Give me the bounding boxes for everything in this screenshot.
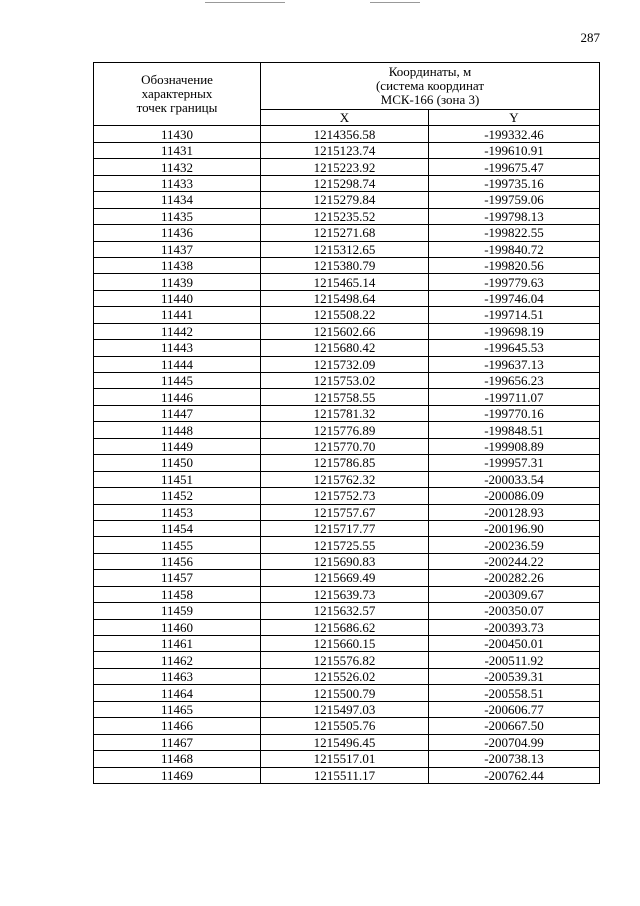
- point-id-cell: 11431: [94, 142, 261, 158]
- y-coordinate-cell: -200196.90: [429, 520, 600, 536]
- point-id-cell: 11439: [94, 274, 261, 290]
- table-row: [94, 636, 600, 652]
- table-row: [94, 142, 600, 158]
- scan-artifact-marks: [205, 2, 425, 4]
- point-id-cell: 11440: [94, 290, 261, 306]
- x-coordinate-cell: 1215758.55: [261, 389, 429, 405]
- table-row: [94, 389, 600, 405]
- point-id-cell: 11453: [94, 504, 261, 520]
- point-label-line: Обозначение: [141, 72, 213, 88]
- y-coordinate-cell: -199637.13: [429, 356, 600, 372]
- x-coordinate-cell: 1215752.73: [261, 488, 429, 504]
- point-id-cell: 11448: [94, 422, 261, 438]
- point-id-cell: 11450: [94, 455, 261, 471]
- y-coordinate-cell: -199820.56: [429, 257, 600, 273]
- x-coordinate-cell: 1215526.02: [261, 668, 429, 684]
- point-id-cell: 11457: [94, 570, 261, 586]
- table-row: [94, 603, 600, 619]
- point-id-cell: 11437: [94, 241, 261, 257]
- point-id-cell: 11468: [94, 751, 261, 767]
- point-id-cell: 11456: [94, 553, 261, 569]
- table-row: [94, 471, 600, 487]
- point-id-cell: 11465: [94, 701, 261, 717]
- table-body: [94, 126, 600, 784]
- x-coordinate-cell: 1215732.09: [261, 356, 429, 372]
- table-row: [94, 208, 600, 224]
- table-row: [94, 455, 600, 471]
- point-id-cell: 11461: [94, 636, 261, 652]
- x-coordinate-cell: 1215725.55: [261, 537, 429, 553]
- table-row: [94, 192, 600, 208]
- y-coordinate-cell: -199957.31: [429, 455, 600, 471]
- table-row: [94, 553, 600, 569]
- table-row: [94, 438, 600, 454]
- x-coordinate-cell: 1215786.85: [261, 455, 429, 471]
- point-id-cell: 11435: [94, 208, 261, 224]
- point-id-cell: 11445: [94, 373, 261, 389]
- table-row: [94, 520, 600, 536]
- point-id-cell: 11452: [94, 488, 261, 504]
- y-coordinate-cell: -199610.91: [429, 142, 600, 158]
- point-id-cell: 11469: [94, 767, 261, 783]
- table-row: [94, 405, 600, 421]
- y-coordinate-cell: -200282.26: [429, 570, 600, 586]
- x-coordinate-cell: 1215680.42: [261, 340, 429, 356]
- y-coordinate-cell: -200511.92: [429, 652, 600, 668]
- y-coordinate-cell: -200309.67: [429, 586, 600, 602]
- point-id-cell: 11443: [94, 340, 261, 356]
- table-header: [94, 63, 600, 126]
- point-label-line: точек границы: [136, 100, 218, 116]
- y-coordinate-cell: -199698.19: [429, 323, 600, 339]
- point-id-cell: 11462: [94, 652, 261, 668]
- x-coordinate-cell: 1215686.62: [261, 619, 429, 635]
- x-coordinate-cell: 1215576.82: [261, 652, 429, 668]
- x-coordinate-cell: 1215298.74: [261, 175, 429, 191]
- y-coordinate-cell: -200350.07: [429, 603, 600, 619]
- x-column-header: X: [261, 110, 429, 126]
- table-row: [94, 668, 600, 684]
- point-id-cell: 11449: [94, 438, 261, 454]
- table-row: [94, 241, 600, 257]
- x-coordinate-cell: 1215508.22: [261, 307, 429, 323]
- y-coordinate-cell: -200128.93: [429, 504, 600, 520]
- point-label-line: характерных: [141, 86, 213, 102]
- table-row: [94, 586, 600, 602]
- point-id-cell: 11454: [94, 520, 261, 536]
- point-id-cell: 11460: [94, 619, 261, 635]
- x-coordinate-cell: 1215496.45: [261, 734, 429, 750]
- y-coordinate-cell: -199840.72: [429, 241, 600, 257]
- x-coordinate-cell: 1215717.77: [261, 520, 429, 536]
- y-coordinate-cell: -199746.04: [429, 290, 600, 306]
- table-row: [94, 225, 600, 241]
- x-coordinate-cell: 1215669.49: [261, 570, 429, 586]
- x-coordinate-cell: 1215753.02: [261, 373, 429, 389]
- x-coordinate-cell: 1215235.52: [261, 208, 429, 224]
- point-id-cell: 11464: [94, 685, 261, 701]
- table-row: [94, 734, 600, 750]
- x-coordinate-cell: 1215223.92: [261, 159, 429, 175]
- point-id-cell: 11463: [94, 668, 261, 684]
- x-coordinate-cell: 1215500.79: [261, 685, 429, 701]
- y-coordinate-cell: -199798.13: [429, 208, 600, 224]
- x-coordinate-cell: 1215312.65: [261, 241, 429, 257]
- table-row: [94, 504, 600, 520]
- y-coordinate-cell: -199711.07: [429, 389, 600, 405]
- y-coordinate-cell: -199656.23: [429, 373, 600, 389]
- x-coordinate-cell: 1215279.84: [261, 192, 429, 208]
- x-coordinate-cell: 1215690.83: [261, 553, 429, 569]
- y-coordinate-cell: -199675.47: [429, 159, 600, 175]
- y-coordinate-cell: -199779.63: [429, 274, 600, 290]
- point-id-cell: 11441: [94, 307, 261, 323]
- table-row: [94, 488, 600, 504]
- x-coordinate-cell: 1215776.89: [261, 422, 429, 438]
- x-coordinate-cell: 1215497.03: [261, 701, 429, 717]
- table-row: [94, 685, 600, 701]
- y-coordinate-cell: -199332.46: [429, 126, 600, 142]
- point-label-header: [94, 63, 261, 126]
- point-id-cell: 11451: [94, 471, 261, 487]
- x-coordinate-cell: 1215517.01: [261, 751, 429, 767]
- x-coordinate-cell: 1215511.17: [261, 767, 429, 783]
- point-id-cell: 11432: [94, 159, 261, 175]
- point-id-cell: 11442: [94, 323, 261, 339]
- table-row: [94, 619, 600, 635]
- y-coordinate-cell: -199908.89: [429, 438, 600, 454]
- y-coordinate-cell: -200393.73: [429, 619, 600, 635]
- point-id-cell: 11447: [94, 405, 261, 421]
- table-row: [94, 701, 600, 717]
- y-coordinate-cell: -200704.99: [429, 734, 600, 750]
- point-id-cell: 11434: [94, 192, 261, 208]
- y-coordinate-cell: -200558.51: [429, 685, 600, 701]
- y-coordinate-cell: -200244.22: [429, 553, 600, 569]
- point-id-cell: 11446: [94, 389, 261, 405]
- point-id-cell: 11444: [94, 356, 261, 372]
- y-column-header: Y: [429, 110, 600, 126]
- coordinates-group-header: [261, 63, 600, 110]
- point-id-cell: 11459: [94, 603, 261, 619]
- point-id-cell: 11433: [94, 175, 261, 191]
- x-coordinate-cell: 1215380.79: [261, 257, 429, 273]
- point-id-cell: 11438: [94, 257, 261, 273]
- x-coordinate-cell: 1215123.74: [261, 142, 429, 158]
- table-row: [94, 290, 600, 306]
- y-coordinate-cell: -199770.16: [429, 405, 600, 421]
- table-row: [94, 718, 600, 734]
- point-id-cell: 11436: [94, 225, 261, 241]
- y-coordinate-cell: -200086.09: [429, 488, 600, 504]
- x-coordinate-cell: 1215770.70: [261, 438, 429, 454]
- y-coordinate-cell: -199759.06: [429, 192, 600, 208]
- point-id-cell: 11466: [94, 718, 261, 734]
- table-row: [94, 126, 600, 142]
- x-coordinate-cell: 1215632.57: [261, 603, 429, 619]
- coords-label-line: Координаты, м: [388, 64, 472, 79]
- table-row: [94, 159, 600, 175]
- table-row: [94, 422, 600, 438]
- point-id-cell: 11455: [94, 537, 261, 553]
- x-coordinate-cell: 1215271.68: [261, 225, 429, 241]
- y-coordinate-cell: -200450.01: [429, 636, 600, 652]
- table-row: [94, 175, 600, 191]
- y-coordinate-cell: -199735.16: [429, 175, 600, 191]
- page-number: 287: [580, 30, 600, 45]
- table-row: [94, 570, 600, 586]
- table-row: [94, 257, 600, 273]
- table-row: [94, 307, 600, 323]
- x-coordinate-cell: 1215639.73: [261, 586, 429, 602]
- y-coordinate-cell: -199822.55: [429, 225, 600, 241]
- table-row: [94, 340, 600, 356]
- x-coordinate-cell: 1215602.66: [261, 323, 429, 339]
- table-row: [94, 274, 600, 290]
- coords-label-line: (система координат: [375, 78, 485, 93]
- y-coordinate-cell: -199714.51: [429, 307, 600, 323]
- point-id-cell: 11430: [94, 126, 261, 142]
- x-coordinate-cell: 1215465.14: [261, 274, 429, 290]
- table-row: [94, 751, 600, 767]
- table-row: [94, 356, 600, 372]
- y-coordinate-cell: -200033.54: [429, 471, 600, 487]
- table-row: [94, 537, 600, 553]
- y-coordinate-cell: -200236.59: [429, 537, 600, 553]
- y-coordinate-cell: -200738.13: [429, 751, 600, 767]
- y-coordinate-cell: -200667.50: [429, 718, 600, 734]
- table-row: [94, 373, 600, 389]
- table-row: [94, 652, 600, 668]
- header-row-top: [94, 63, 600, 110]
- y-coordinate-cell: -199645.53: [429, 340, 600, 356]
- point-id-cell: 11467: [94, 734, 261, 750]
- y-coordinate-cell: -200762.44: [429, 767, 600, 783]
- y-coordinate-cell: -199848.51: [429, 422, 600, 438]
- y-coordinate-cell: -200539.31: [429, 668, 600, 684]
- table-row: [94, 767, 600, 783]
- y-coordinate-cell: -200606.77: [429, 701, 600, 717]
- x-coordinate-cell: 1215505.76: [261, 718, 429, 734]
- x-coordinate-cell: 1215660.15: [261, 636, 429, 652]
- x-coordinate-cell: 1215757.67: [261, 504, 429, 520]
- coords-label-line: МСК-166 (зона 3): [380, 92, 480, 107]
- coordinates-table: [93, 62, 600, 784]
- point-id-cell: 11458: [94, 586, 261, 602]
- x-coordinate-cell: 1214356.58: [261, 126, 429, 142]
- x-coordinate-cell: 1215781.32: [261, 405, 429, 421]
- x-coordinate-cell: 1215498.64: [261, 290, 429, 306]
- x-coordinate-cell: 1215762.32: [261, 471, 429, 487]
- table-row: [94, 323, 600, 339]
